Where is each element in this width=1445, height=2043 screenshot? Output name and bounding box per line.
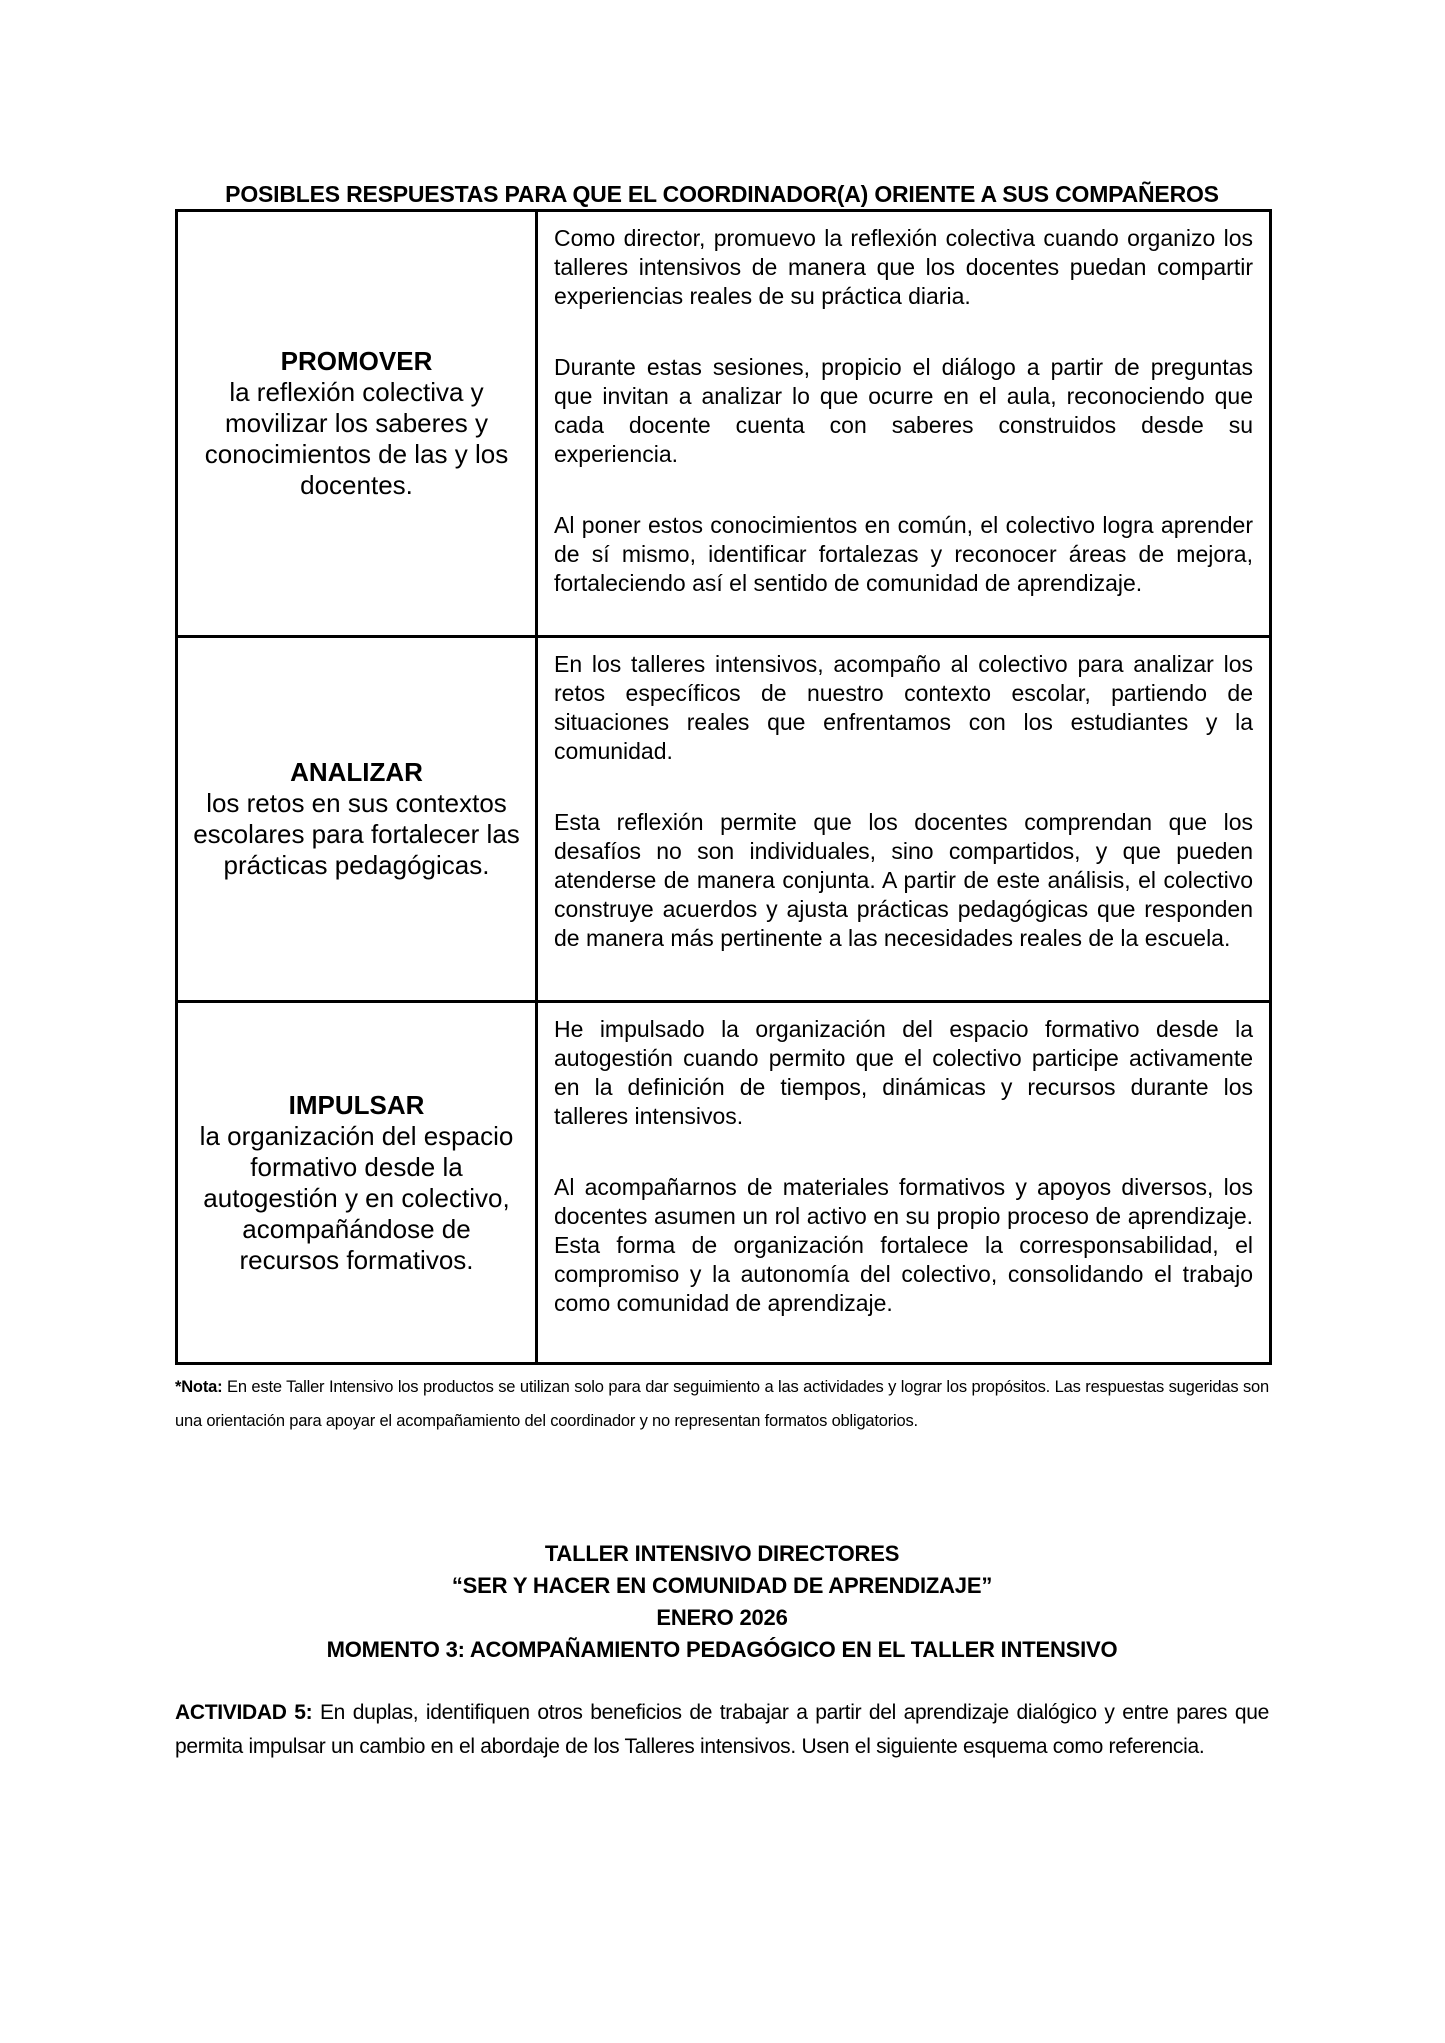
activity-text: En duplas, identifiquen otros beneficios de trabajar a partir del aprendizaje dialógico y entre pares que permita impulsar un cambio en el abordaje de los Talleres intensivos. Usen el siguiente esquema como referencia. bbox=[175, 1701, 1269, 1758]
keyword-description: la organización del espacio formativo desde la autogestión y en colectivo, acompañándose de recursos formativos. bbox=[199, 1120, 514, 1275]
footnote-label: *Nota: bbox=[175, 1378, 223, 1396]
answer-paragraph: En los talleres intensivos, acompaño al colectivo para analizar los retos específicos de nuestro contexto escolar, partiendo de situaciones reales que enfrentamos con los estudiantes y la comunidad. bbox=[554, 651, 1253, 764]
keyword-cell bbox=[177, 1002, 537, 1364]
table-row bbox=[177, 211, 1271, 637]
heading-line: TALLER INTENSIVO DIRECTORES bbox=[544, 1541, 900, 1566]
workshop-headings bbox=[175, 1538, 1269, 1666]
activity-label: ACTIVIDAD 5: bbox=[175, 1701, 313, 1724]
keyword-description: la reflexión colectiva y movilizar los saberes y conocimientos de las y los docentes. bbox=[204, 377, 509, 500]
answer-paragraph: Esta reflexión permite que los docentes comprendan que los desafíos no son individuales, sino compartidos, y que pueden atenderse de manera conjunta. A partir de este análisis, el colectivo construye acuerdos y ajusta prácticas pedagógicas que responden de manera más pertinente a las necesidades reales de la escuela. bbox=[554, 809, 1253, 951]
footnote bbox=[175, 1370, 1269, 1438]
keyword-title: IMPULSAR bbox=[288, 1089, 425, 1120]
heading-line: ENERO 2026 bbox=[656, 1605, 788, 1630]
answer-paragraph: Al acompañarnos de materiales formativos y apoyos diversos, los docentes asumen un rol activo en su propio proceso de aprendizaje. Esta forma de organización fortalece la corresponsabilidad, el compromiso y la autonomía del colectivo, consolidando el trabajo como comunidad de aprendizaje. bbox=[554, 1174, 1253, 1316]
keyword-title: ANALIZAR bbox=[290, 757, 423, 787]
table-row bbox=[177, 637, 1271, 1002]
footnote-text: En este Taller Intensivo los productos se utilizan solo para dar seguimiento a las actividades y lograr los propósitos. Las respuestas sugeridas son una orientación para apoyar el acompañamiento del coordinador y no representan formatos obligatorios. bbox=[175, 1378, 1269, 1430]
answer-paragraph: Al poner estos conocimientos en común, el colectivo logra aprender de sí mismo, identificar fortalezas y reconocer áreas de mejora, fortaleciendo así el sentido de comunidad de aprendizaje. bbox=[554, 512, 1253, 596]
keyword-description: los retos en sus contextos escolares para fortalecer las prácticas pedagógicas. bbox=[193, 788, 520, 880]
heading-line: MOMENTO 3: ACOMPAÑAMIENTO PEDAGÓGICO EN EL TALLER INTENSIVO bbox=[326, 1637, 1118, 1662]
answer-cell bbox=[537, 1002, 1271, 1364]
answer-paragraph: He impulsado la organización del espacio formativo desde la autogestión cuando permito que el colectivo participe activamente en la definición de tiempos, dinámicas y recursos durante los talleres intensivos. bbox=[554, 1016, 1253, 1129]
answer-paragraph: Como director, promuevo la reflexión colectiva cuando organizo los talleres intensivos de manera que los docentes puedan compartir experiencias reales de su práctica diaria. bbox=[554, 225, 1253, 309]
answer-cell bbox=[537, 211, 1271, 637]
answer-cell bbox=[537, 637, 1271, 1002]
table-row bbox=[177, 1002, 1271, 1364]
document-content bbox=[175, 0, 1269, 1764]
heading-line: “SER Y HACER EN COMUNIDAD DE APRENDIZAJE” bbox=[451, 1573, 993, 1598]
activity-paragraph bbox=[175, 1696, 1269, 1764]
keyword-title: PROMOVER bbox=[280, 346, 433, 376]
answer-paragraph: Durante estas sesiones, propicio el diálogo a partir de preguntas que invitan a analizar lo que ocurre en el aula, reconociendo que cada docente cuenta con saberes construidos desde su experiencia. bbox=[554, 354, 1253, 467]
page-title: POSIBLES RESPUESTAS PARA QUE EL COORDINADOR(A) ORIENTE A SUS COMPAÑEROS bbox=[225, 181, 1219, 207]
answers-table bbox=[175, 209, 1272, 1365]
keyword-cell bbox=[177, 637, 537, 1002]
keyword-cell bbox=[177, 211, 537, 637]
